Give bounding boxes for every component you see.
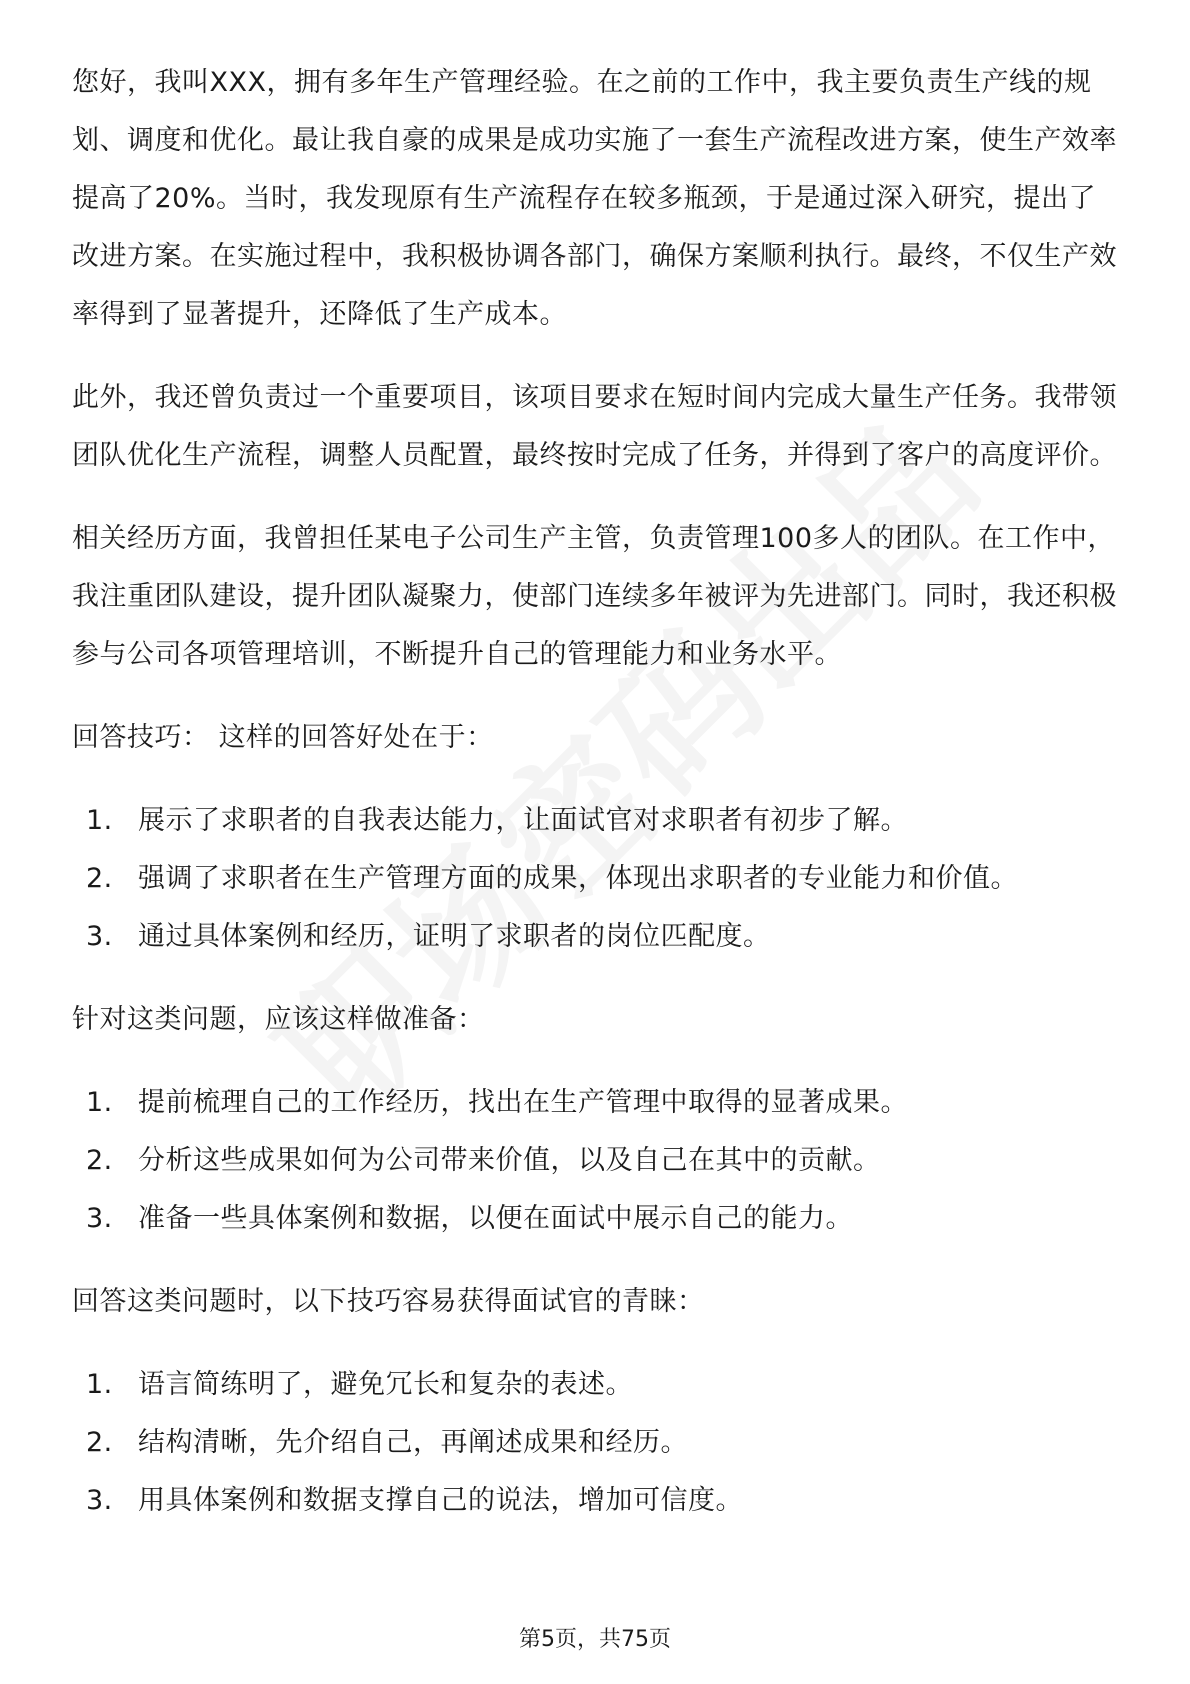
list-winning-tips <box>72 1356 1118 1530</box>
list-preparation <box>72 1074 1118 1248</box>
list-number: 1. <box>86 1369 113 1400</box>
list-text: 强调了求职者在生产管理方面的成果，体现出求职者的专业能力和价值。 <box>138 863 1018 894</box>
list-item <box>72 908 1118 966</box>
list-item <box>72 1190 1118 1248</box>
list-number: 3. <box>86 921 113 952</box>
list-item <box>72 1414 1118 1472</box>
list-number: 3. <box>86 1203 113 1234</box>
list-text: 用具体案例和数据支撑自己的说法，增加可信度。 <box>138 1485 743 1516</box>
page-number: 第5页，共75页 <box>519 1627 671 1652</box>
list-number: 1. <box>86 805 113 836</box>
list-number: 1. <box>86 1087 113 1118</box>
document-body <box>72 54 1118 1555</box>
section-heading-answer-tips: 回答技巧： 这样的回答好处在于： <box>72 722 494 753</box>
list-text: 准备一些具体案例和数据，以便在面试中展示自己的能力。 <box>138 1203 853 1234</box>
paragraph-intro: 您好，我叫XXX，拥有多年生产管理经验。在之前的工作中，我主要负责生产线的规划、调度和优化。最让我自豪的成果是成功实施了一套生产流程改进方案，使生产效率提高了20%。当时，我发现原有生产流程存在较多瓶颈，于是通过深入研究，提出了改进方案。在实施过程中，我积极协调各部门，确保方案顺利执行。最终，不仅生产效率得到了显著提升，还降低了生产成本。 <box>72 67 1117 330</box>
list-answer-tips <box>72 792 1118 966</box>
list-number: 3. <box>86 1485 113 1516</box>
list-number: 2. <box>86 863 113 894</box>
list-number: 2. <box>86 1427 113 1458</box>
list-item <box>72 792 1118 850</box>
section-heading-winning-tips: 回答这类问题时，以下技巧容易获得面试官的青睐： <box>72 1286 705 1317</box>
list-item <box>72 1472 1118 1530</box>
list-text: 展示了求职者的自我表达能力，让面试官对求职者有初步了解。 <box>138 805 908 836</box>
list-number: 2. <box>86 1145 113 1176</box>
paragraph-experience: 相关经历方面，我曾担任某电子公司生产主管，负责管理100多人的团队。在工作中，我注重团队建设，提升团队凝聚力，使部门连续多年被评为先进部门。同时，我还积极参与公司各项管理培训，不断提升自己的管理能力和业务水平。 <box>72 523 1117 670</box>
list-text: 通过具体案例和经历，证明了求职者的岗位匹配度。 <box>138 921 771 952</box>
section-heading-preparation: 针对这类问题，应该这样做准备： <box>72 1004 485 1035</box>
list-item <box>72 1132 1118 1190</box>
paragraph-project: 此外，我还曾负责过一个重要项目，该项目要求在短时间内完成大量生产任务。我带领团队优化生产流程，调整人员配置，最终按时完成了任务，并得到了客户的高度评价。 <box>72 382 1117 471</box>
list-text: 结构清晰，先介绍自己，再阐述成果和经历。 <box>138 1427 688 1458</box>
list-text: 语言简练明了，避免冗长和复杂的表述。 <box>138 1369 633 1400</box>
list-item <box>72 1074 1118 1132</box>
list-item <box>72 850 1118 908</box>
list-text: 分析这些成果如何为公司带来价值，以及自己在其中的贡献。 <box>138 1145 881 1176</box>
list-text: 提前梳理自己的工作经历，找出在生产管理中取得的显著成果。 <box>138 1087 908 1118</box>
list-item <box>72 1356 1118 1414</box>
